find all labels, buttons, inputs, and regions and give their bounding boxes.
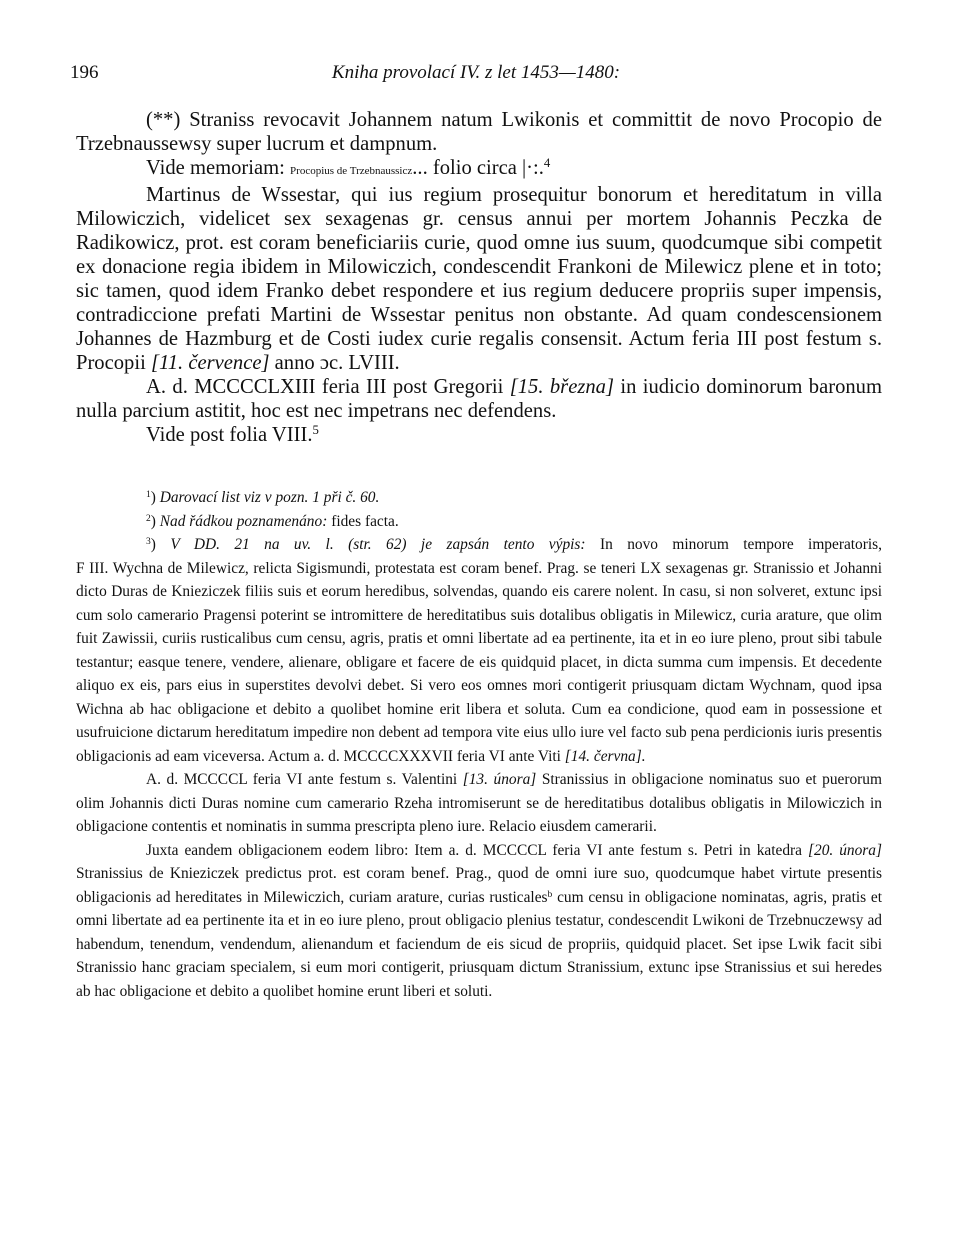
- f3-juxta-c: cum censu in obligacione nominatas, agris, pratis et omni libertate ad ea pertinente ita et in eo iure pleno, prout obligacio plenius testatur, condescendit Lwikoni de Trzebnuczewsy ad habendum, tenendum, vendendum, alienandum et faciendum de eis sicud de propriis, quidquid placet. Set ipse Lwik facit sibi Stranissio hanc graciam specialem, si eum mori contigerit, priusquam dictum Stranissium, extunc ipse Stranissius et sui heredes ab hac obligacione et debito a quolibet homine erunt liberi et soluti.: [76, 888, 882, 1000]
- footnote-ref-b: b: [547, 888, 553, 900]
- f3-1450-a: A. d. MCCCCL feria VI ante festum s. Valentini: [146, 771, 458, 788]
- footnote-ref-4: 4: [543, 155, 551, 170]
- f3-1450-b: Stranissius in obligacione nominatus suo et puerorum olim Johannis dicti Duras nomine cum camerario Rzeha intromiserunt se de hereditatibus dotalibus obligatis in Milowiczich in obligacione contentis et nominatis in summa prescripta pleno iure. Relacio eiusdem camerarii.: [76, 771, 882, 835]
- footnote-2-italic: Nad řádkou poznamenáno:: [159, 512, 328, 530]
- martinus-end: anno ɔc. LVIII.: [274, 352, 400, 374]
- paragraph-vide-post: [76, 423, 882, 447]
- page-number: 196: [70, 62, 99, 83]
- memoriam-label: Vide memoriam:: [146, 157, 285, 179]
- footnote-2-text: fides facta.: [331, 512, 399, 530]
- footnote-ref-5: 5: [312, 422, 319, 437]
- footnote-3-body-text: F III. Wychna de Milewicz, relicta Sigismundi, protestata est coram benef. Prag. se teneri LX sexagenas gr. Stranissio et Johanni dicto Duras de Knieziczek filiis suis et eorum heredibus, solvendas, quando eis carere nolent. In casu, si non solveret, extunc ipsi cum solo camerario Pragensi poterint se intromittere de hereditatibus suis dotalibus obligatis in Milewicz, curia arature, que olim fuit Zawissii, curiis rusticalibus cum censu, agris, pratis et omni libertate ad ea pertinente, ita et in eo iure pleno, prout sibi tabule testantur; easque tenere, vendere, alienare, obligare et facere de eis quidquid placet, in dicta summa cum impensis. Et decedente aliquo ex eis, pars eius in superstites devolvi debet. Si vero eos omnes mori contigerit priusquam dictam Wychnam, quod ipsa Wichna ab hac obligacione et debito a quolibet homine erit libera et soluta. Cum ea condicione, quod eam in possessione et usufruicione dictarum hereditatum impedire non debent ad tempora vite eius ullo iure vel facto sub pena perdicionis iuris presentis obligacionis ad eam viceversa. Actum a. d. MCCCCXXXVII feria VI ante Viti: [76, 559, 882, 765]
- footnote-3-italic: V DD. 21 na uv. l. (str. 62) je zapsán tento výpis:: [170, 536, 586, 553]
- footnote-3-1450: [76, 768, 882, 839]
- footnote-1-number: 1: [146, 488, 151, 500]
- footnote-1: $^1$) Darovací list viz v pozn. 1 při č. 60.: [146, 488, 380, 506]
- main-text: [76, 108, 882, 447]
- f3-juxta-a: Juxta eandem obligacionem eodem libro: Item a. d. MCCCCL feria VI ante festum s. Petri in katedra: [146, 841, 803, 859]
- paragraph-1463: [76, 375, 882, 423]
- memoriam-name: Procopius de Trzebnaussicz: [290, 165, 413, 177]
- p1463-b: in iudicio dominorum baronum nulla parcium astitit, hoc est nec impetrans nec defendens.: [76, 376, 882, 422]
- paragraph-martinus: [76, 183, 882, 375]
- martinus-date: [11. července]: [150, 352, 270, 374]
- memoriam-folio: ... folio circa |·:.: [412, 157, 544, 179]
- footnote-3-juxta: [76, 839, 882, 1004]
- martinus-text: Martinus de Wssestar, qui ius regium prosequitur bonorum et hereditatum in villa Milowiczich, videlicet sex sexagenas gr. census annui per mortem Johannis Peczka de Radikowicz, prot. est coram beneficiariis curie, quod omne ius suum, quodcumque sibi competit ex donacione regia ibidem in Milowiczich, condescendit Frankoni de Milewicz plene et in toto; sic tamen, quod idem Franko debet respondere et ius regium deducere propriis super impensis, contradiccione prefati Martini de Wssestar penitus non obstante. Ad quam condescensionem Johannes de Hazmburg et de Costi iudex curie regalis consensit. Actum feria III post festum s. Procopii: [76, 184, 882, 374]
- paragraph-revocation: (**) Straniss revocavit Johannem natum Lwikonis et committit de novo Procopio de Trzebnaussewsy super lucrum et dampnum.: [76, 109, 882, 155]
- footnote-3-body-date: [14. června].: [564, 747, 646, 765]
- f3-juxta-b: Stranissius de Knieziczek predictus prot. est coram benef. Prag., quod de omni iure suo, quodcumque habet virtute presentis obligacionis ad hereditates in Milewiczich, curiam arature, curias rusticales: [76, 865, 882, 906]
- footnote-1-text: Darovací list viz v pozn. 1 při č. 60.: [159, 489, 380, 506]
- vide-post-text: Vide post folia VIII.: [146, 424, 313, 446]
- p1463-a: A. d. MCCCCLXIII feria III post Gregorii: [146, 376, 504, 398]
- footnote-2-number: 2: [146, 512, 151, 524]
- footnote-2: $^2$) Nad řádkou poznamenáno: fides facta.: [146, 512, 399, 530]
- footnotes: [76, 486, 882, 1003]
- f3-juxta-date: [20. února]: [808, 841, 882, 859]
- f3-1450-date: [13. února]: [462, 771, 537, 788]
- p1463-date: [15. března]: [509, 376, 614, 398]
- footnote-3-body: [76, 557, 882, 769]
- footnote-3-number: 3: [146, 535, 151, 547]
- running-title: Kniha provolací IV. z let 1453—1480:: [331, 62, 621, 83]
- page-header: [70, 62, 882, 88]
- footnote-3-text: In novo minorum tempore imperatoris,: [599, 536, 882, 553]
- paragraph-memoriam: [76, 156, 882, 183]
- footnote-3-heading: $^3$) V DD. 21 na uv. l. (str. 62) je zapsán tento výpis: In novo minorum tempore imperatoris,: [146, 535, 882, 553]
